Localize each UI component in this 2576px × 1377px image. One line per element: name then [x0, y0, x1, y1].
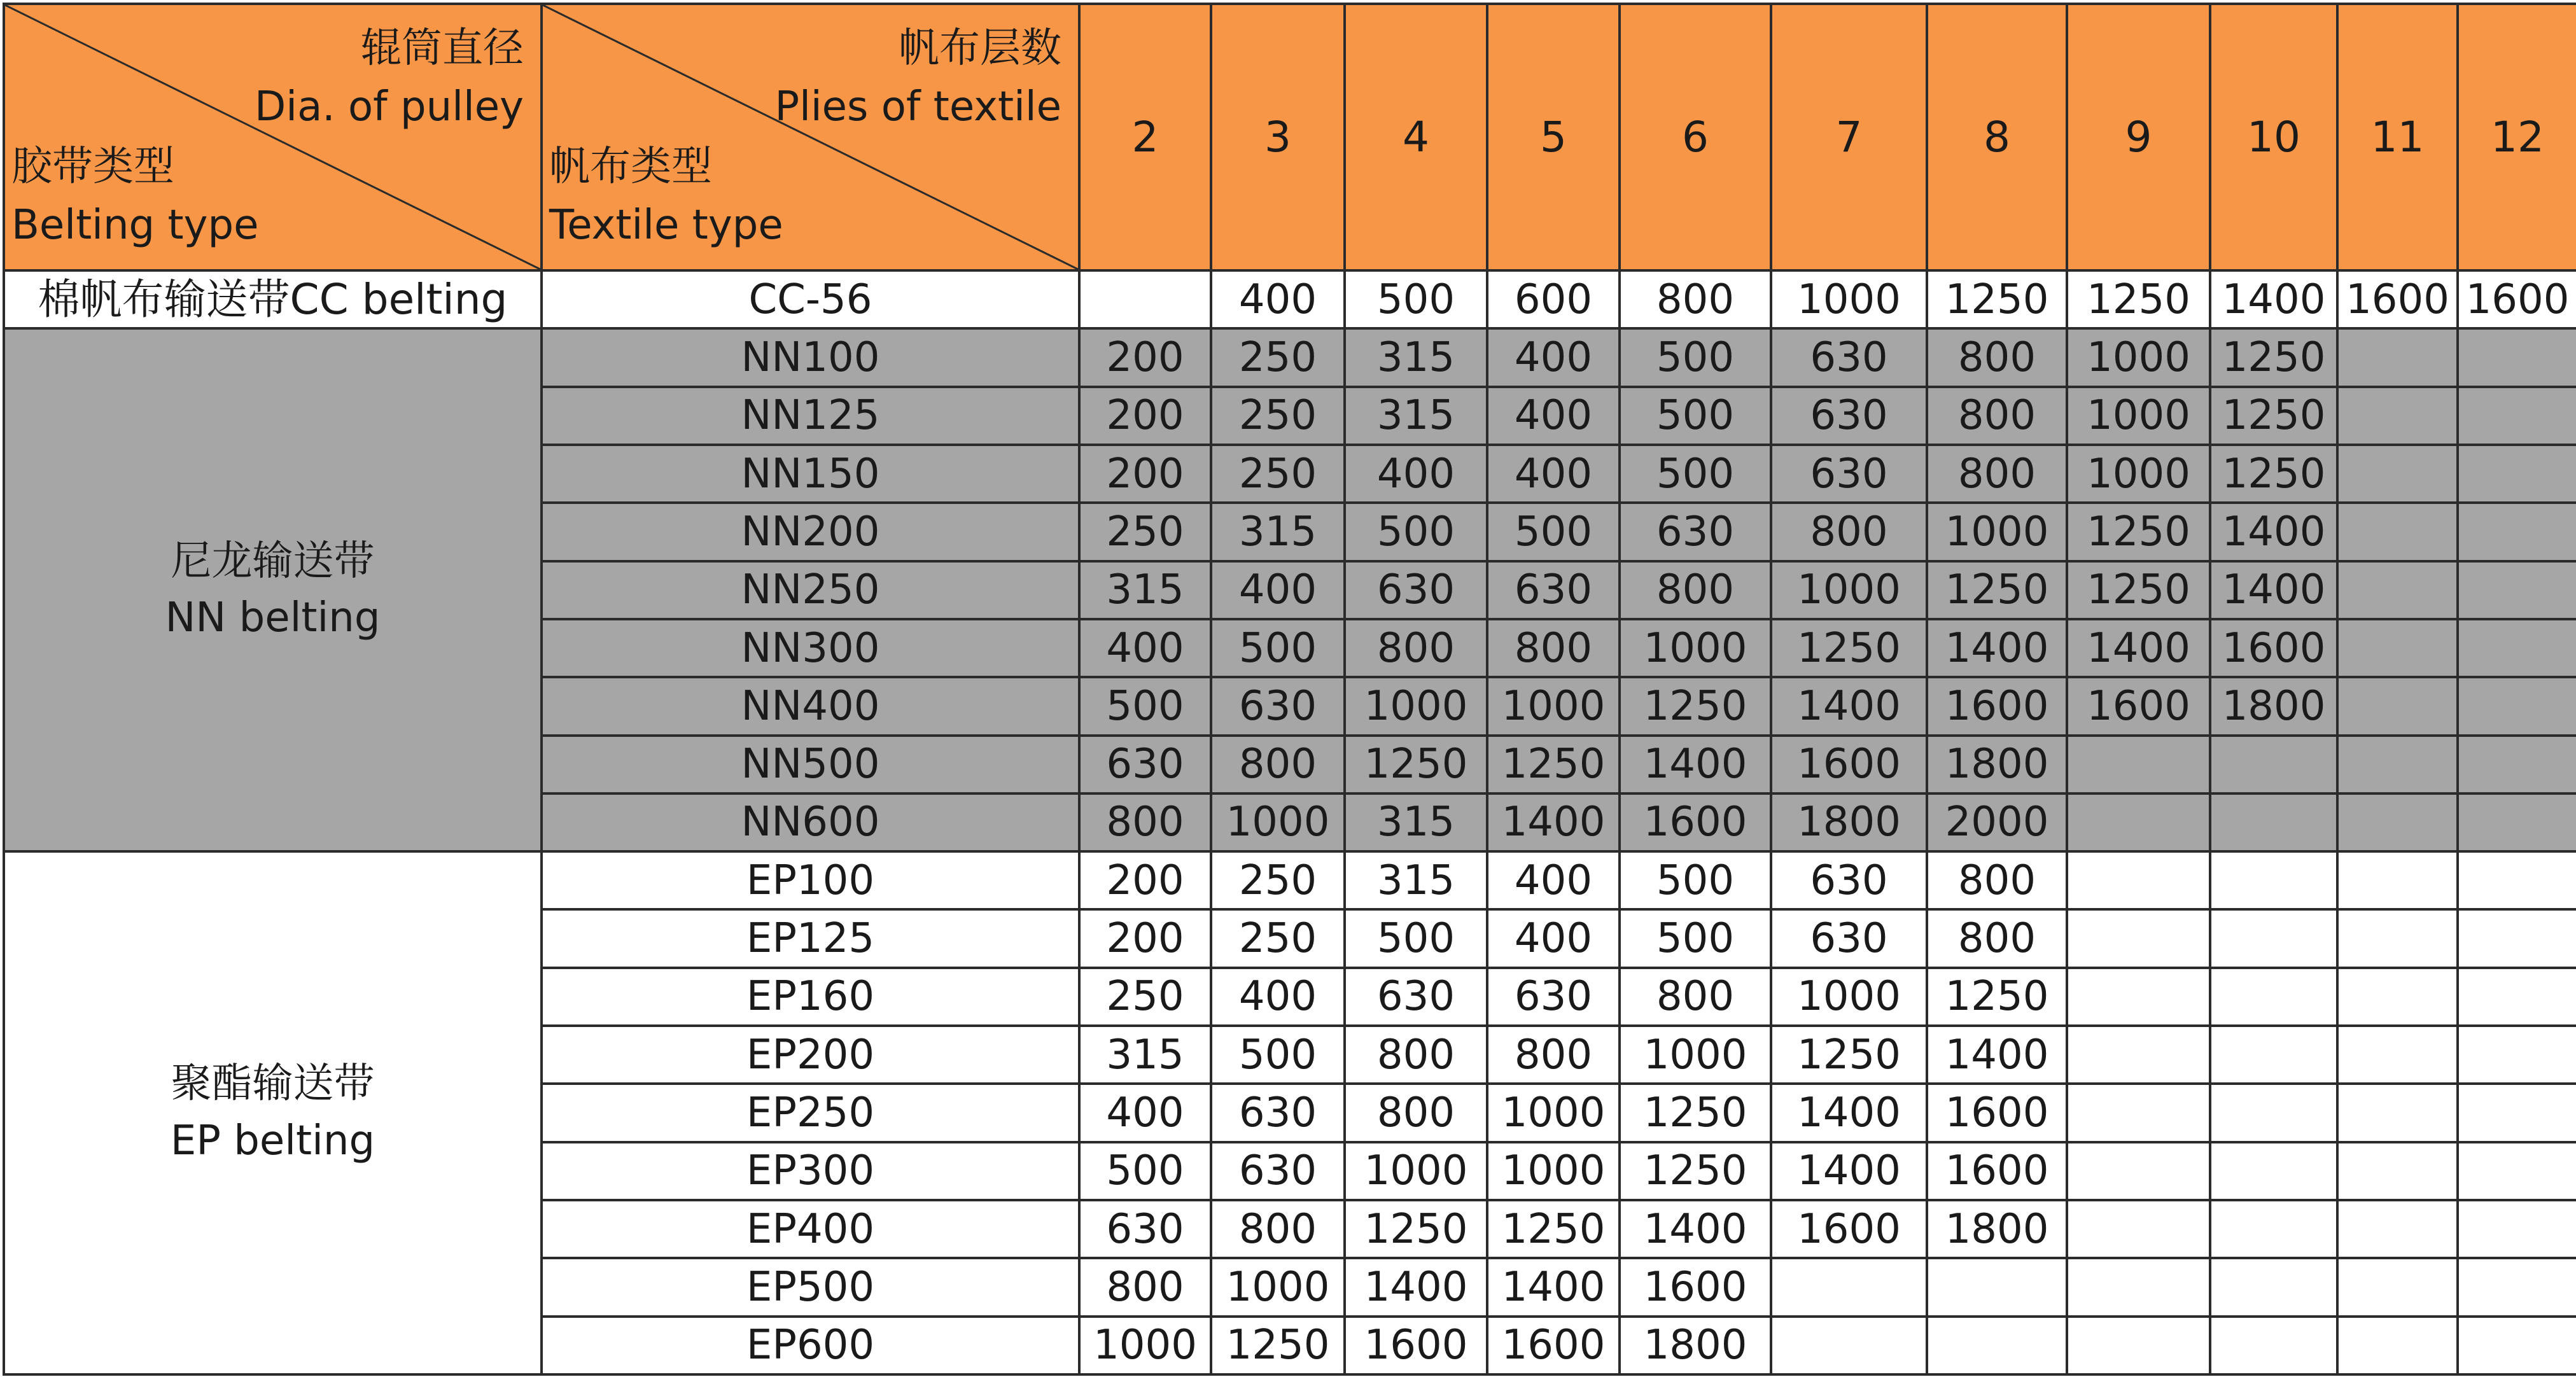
belting-type-label-en: Belting type: [11, 202, 259, 249]
diameter-cell: 315: [1079, 561, 1211, 619]
diameter-cell: 800: [1771, 503, 1927, 561]
diameter-cell: 1250: [1771, 619, 1927, 677]
diameter-cell: [2210, 736, 2337, 793]
textile-type-cell: NN100: [542, 328, 1079, 386]
diameter-cell: [2210, 793, 2337, 851]
diameter-cell: [2458, 1142, 2576, 1200]
diameter-cell: 315: [1079, 1026, 1211, 1084]
diameter-cell: 400: [1211, 561, 1345, 619]
diameter-cell: 630: [1771, 851, 1927, 909]
diameter-cell: 1600: [1620, 1258, 1771, 1316]
plies-label-en: Plies of textile: [774, 83, 1061, 130]
plies-label-cn: 帆布层数: [899, 25, 1061, 72]
diameter-cell: 250: [1079, 503, 1211, 561]
diameter-cell: [2458, 619, 2576, 677]
diameter-cell: 1400: [1771, 677, 1927, 735]
diameter-cell: [2337, 503, 2458, 561]
diameter-cell: 500: [1620, 909, 1771, 967]
diameter-cell: [2458, 328, 2576, 386]
diameter-cell: 500: [1620, 445, 1771, 503]
diameter-cell: 800: [1211, 1200, 1345, 1258]
textile-type-cell: EP100: [542, 851, 1079, 909]
diameter-cell: [2337, 909, 2458, 967]
diameter-cell: [2337, 445, 2458, 503]
diameter-cell: 800: [1927, 909, 2067, 967]
diameter-cell: 200: [1079, 387, 1211, 445]
diameter-cell: 800: [1927, 445, 2067, 503]
diameter-cell: 1000: [1771, 968, 1927, 1026]
diameter-cell: 1250: [2210, 445, 2337, 503]
diameter-cell: 1250: [1487, 1200, 1620, 1258]
diameter-cell: 1000: [1927, 503, 2067, 561]
diameter-cell: 1000: [1211, 793, 1345, 851]
diameter-cell: 1000: [2067, 387, 2210, 445]
diameter-cell: 315: [1345, 793, 1487, 851]
diameter-cell: 800: [1620, 561, 1771, 619]
diameter-cell: 1400: [1771, 1084, 1927, 1142]
diameter-cell: [2458, 1084, 2576, 1142]
diameter-cell: 800: [1487, 1026, 1620, 1084]
diameter-cell: 630: [1079, 1200, 1211, 1258]
diameter-cell: 1250: [2067, 561, 2210, 619]
diameter-cell: 1000: [1211, 1258, 1345, 1316]
diameter-cell: 1250: [1927, 270, 2067, 328]
diameter-cell: 315: [1345, 851, 1487, 909]
diameter-cell: 1400: [1927, 1026, 2067, 1084]
textile-type-cell: EP125: [542, 909, 1079, 967]
diameter-cell: 1000: [1487, 1084, 1620, 1142]
diameter-cell: 1600: [1345, 1317, 1487, 1374]
diameter-cell: 500: [1211, 1026, 1345, 1084]
diameter-cell: [2337, 968, 2458, 1026]
textile-type-cell: NN150: [542, 445, 1079, 503]
table-row: [4, 270, 2576, 328]
diameter-cell: 1600: [1927, 677, 2067, 735]
diameter-cell: [2337, 736, 2458, 793]
textile-type-cell: NN250: [542, 561, 1079, 619]
diameter-cell: 800: [1620, 968, 1771, 1026]
textile-type-cell: EP400: [542, 1200, 1079, 1258]
group-label-cn: 尼龙输送带: [171, 537, 375, 585]
pulley-diameter-table: [3, 3, 2576, 1376]
diameter-cell: 1000: [1620, 1026, 1771, 1084]
diameter-cell: [2337, 561, 2458, 619]
diameter-cell: 630: [1079, 736, 1211, 793]
diameter-cell: 1000: [1771, 270, 1927, 328]
diameter-cell: 1000: [1079, 1317, 1211, 1374]
diameter-cell: 800: [1345, 1026, 1487, 1084]
diameter-cell: 800: [1620, 270, 1771, 328]
diameter-cell: 800: [1079, 1258, 1211, 1316]
diameter-cell: 1400: [2067, 619, 2210, 677]
diameter-cell: 1000: [1345, 1142, 1487, 1200]
diameter-cell: [2458, 736, 2576, 793]
diameter-cell: 1400: [1927, 619, 2067, 677]
diameter-cell: 250: [1079, 968, 1211, 1026]
diameter-cell: [2067, 909, 2210, 967]
diameter-cell: 600: [1487, 270, 1620, 328]
diameter-cell: [2458, 793, 2576, 851]
textile-type-label-en: Textile type: [549, 202, 783, 249]
diameter-cell: [2210, 1084, 2337, 1142]
belting-type-label-cn: 胶带类型: [11, 143, 174, 190]
textile-type-cell: NN400: [542, 677, 1079, 735]
diameter-cell: 500: [1487, 503, 1620, 561]
diameter-cell: 400: [1487, 445, 1620, 503]
diameter-cell: 500: [1211, 619, 1345, 677]
diameter-cell: 1250: [1211, 1317, 1345, 1374]
diameter-cell: 630: [1771, 445, 1927, 503]
diameter-cell: 1600: [1487, 1317, 1620, 1374]
diameter-cell: 400: [1079, 619, 1211, 677]
diameter-cell: 1000: [1345, 677, 1487, 735]
diameter-cell: 800: [1345, 619, 1487, 677]
diameter-cell: 1400: [1620, 1200, 1771, 1258]
diameter-cell: 250: [1211, 909, 1345, 967]
diameter-cell: [2210, 909, 2337, 967]
plies-header-cell: 12: [2458, 4, 2576, 270]
plies-header-cell: 3: [1211, 4, 1345, 270]
diameter-cell: 1400: [2210, 503, 2337, 561]
plies-header-cell: 5: [1487, 4, 1620, 270]
diameter-cell: 630: [1211, 1084, 1345, 1142]
diameter-cell: [2210, 1317, 2337, 1374]
textile-type-cell: EP300: [542, 1142, 1079, 1200]
corner-header-textile: [542, 4, 1079, 270]
plies-header-cell: 10: [2210, 4, 2337, 270]
diameter-cell: 800: [1927, 851, 2067, 909]
diameter-cell: 1250: [1927, 561, 2067, 619]
diameter-cell: [2210, 851, 2337, 909]
diameter-cell: 1600: [1771, 1200, 1927, 1258]
diameter-cell: [2458, 387, 2576, 445]
diameter-cell: [2458, 1317, 2576, 1374]
diameter-cell: 800: [1211, 736, 1345, 793]
diameter-cell: 400: [1487, 328, 1620, 386]
diameter-cell: [2458, 851, 2576, 909]
diameter-cell: [2067, 851, 2210, 909]
diameter-cell: [2458, 909, 2576, 967]
pulley-diameter-label-cn: 辊筒直径: [361, 25, 524, 72]
diameter-cell: [2337, 1258, 2458, 1316]
diameter-cell: 630: [1345, 561, 1487, 619]
diameter-cell: 1600: [1927, 1084, 2067, 1142]
diameter-cell: 800: [1927, 387, 2067, 445]
diameter-cell: 1400: [2210, 270, 2337, 328]
diameter-cell: 200: [1079, 445, 1211, 503]
plies-header-cell: 2: [1079, 4, 1211, 270]
textile-type-cell: EP500: [542, 1258, 1079, 1316]
diameter-cell: 1600: [1927, 1142, 2067, 1200]
plies-header-cell: 4: [1345, 4, 1487, 270]
diameter-cell: 400: [1211, 968, 1345, 1026]
diameter-cell: 400: [1211, 270, 1345, 328]
diameter-cell: 1600: [1771, 736, 1927, 793]
diameter-cell: 1000: [1771, 561, 1927, 619]
belting-group-nn: [4, 328, 542, 851]
diameter-cell: 1800: [1620, 1317, 1771, 1374]
diameter-cell: 1250: [1927, 968, 2067, 1026]
diameter-cell: [2337, 387, 2458, 445]
diameter-cell: [2337, 328, 2458, 386]
group-label-cn: 聚酯输送带: [171, 1060, 375, 1108]
diameter-cell: 630: [1487, 561, 1620, 619]
diameter-cell: 1400: [1487, 793, 1620, 851]
plies-header-cell: 9: [2067, 4, 2210, 270]
diameter-cell: 1800: [2210, 677, 2337, 735]
diameter-cell: 1250: [1771, 1026, 1927, 1084]
diameter-cell: 1250: [1345, 1200, 1487, 1258]
textile-type-cell: NN300: [542, 619, 1079, 677]
textile-type-cell: NN500: [542, 736, 1079, 793]
diameter-cell: 500: [1345, 909, 1487, 967]
diameter-cell: 1400: [1345, 1258, 1487, 1316]
diameter-cell: 1000: [1487, 1142, 1620, 1200]
diameter-cell: 315: [1345, 328, 1487, 386]
diameter-cell: [2458, 1258, 2576, 1316]
diameter-cell: 250: [1211, 445, 1345, 503]
diameter-cell: 250: [1211, 328, 1345, 386]
diameter-cell: 1600: [2458, 270, 2576, 328]
diameter-cell: 200: [1079, 328, 1211, 386]
diameter-cell: 500: [1079, 1142, 1211, 1200]
diameter-cell: 1250: [2210, 328, 2337, 386]
diameter-cell: 2000: [1927, 793, 2067, 851]
diameter-cell: 500: [1345, 270, 1487, 328]
group-label-en: EP belting: [170, 1117, 375, 1165]
header-row: [4, 4, 2576, 270]
textile-type-cell: EP600: [542, 1317, 1079, 1374]
diameter-cell: 250: [1211, 851, 1345, 909]
diameter-cell: [2458, 503, 2576, 561]
diameter-cell: 1600: [2067, 677, 2210, 735]
plies-header-cell: 8: [1927, 4, 2067, 270]
diameter-cell: [2067, 1084, 2210, 1142]
diameter-cell: [2067, 968, 2210, 1026]
plies-header-cell: 7: [1771, 4, 1927, 270]
diameter-cell: 500: [1079, 677, 1211, 735]
diameter-cell: [1771, 1258, 1927, 1316]
diameter-cell: [1771, 1317, 1927, 1374]
diameter-cell: [2337, 1026, 2458, 1084]
diameter-cell: 500: [1345, 503, 1487, 561]
diameter-cell: 1000: [1487, 677, 1620, 735]
diameter-cell: 1000: [2067, 328, 2210, 386]
plies-header-cell: 6: [1620, 4, 1771, 270]
diameter-cell: 1250: [1487, 736, 1620, 793]
diameter-cell: 400: [1079, 1084, 1211, 1142]
diameter-cell: [2210, 1258, 2337, 1316]
diameter-cell: 1250: [2067, 503, 2210, 561]
textile-type-cell: CC-56: [542, 270, 1079, 328]
textile-type-cell: NN125: [542, 387, 1079, 445]
diameter-cell: [2210, 1142, 2337, 1200]
diameter-cell: 1600: [2337, 270, 2458, 328]
diameter-cell: [2337, 1142, 2458, 1200]
table-row: [4, 328, 2576, 386]
diameter-cell: [2067, 793, 2210, 851]
diameter-cell: [2458, 968, 2576, 1026]
diameter-cell: [2067, 1200, 2210, 1258]
diameter-cell: 800: [1927, 328, 2067, 386]
diameter-cell: 400: [1345, 445, 1487, 503]
diameter-cell: 1400: [1620, 736, 1771, 793]
diameter-cell: 500: [1620, 387, 1771, 445]
diameter-cell: 500: [1620, 328, 1771, 386]
diameter-cell: 630: [1771, 909, 1927, 967]
diameter-cell: [2337, 1200, 2458, 1258]
textile-type-cell: EP160: [542, 968, 1079, 1026]
diameter-cell: [2067, 1317, 2210, 1374]
diameter-cell: 1250: [2210, 387, 2337, 445]
diameter-cell: 630: [1211, 1142, 1345, 1200]
diameter-cell: 315: [1211, 503, 1345, 561]
diameter-cell: [2067, 1142, 2210, 1200]
diameter-cell: [2458, 1026, 2576, 1084]
diameter-cell: 200: [1079, 851, 1211, 909]
diameter-cell: [2067, 736, 2210, 793]
diameter-cell: 1800: [1771, 793, 1927, 851]
belting-group-ep: [4, 851, 542, 1374]
diameter-cell: 1600: [1620, 793, 1771, 851]
diameter-cell: 630: [1211, 677, 1345, 735]
corner-header-belting: [4, 4, 542, 270]
diameter-cell: 1400: [1771, 1142, 1927, 1200]
diameter-cell: 1800: [1927, 1200, 2067, 1258]
diameter-cell: [2337, 619, 2458, 677]
diameter-cell: [2337, 1084, 2458, 1142]
diameter-cell: 250: [1211, 387, 1345, 445]
pulley-diameter-label-en: Dia. of pulley: [255, 83, 524, 130]
table-body: [4, 4, 2576, 1374]
diameter-cell: 1000: [1620, 619, 1771, 677]
diameter-cell: [2067, 1026, 2210, 1084]
textile-type-cell: EP200: [542, 1026, 1079, 1084]
diameter-cell: 315: [1345, 387, 1487, 445]
diameter-cell: 800: [1487, 619, 1620, 677]
diameter-cell: 1400: [2210, 561, 2337, 619]
diameter-cell: 400: [1487, 387, 1620, 445]
diameter-cell: [1927, 1258, 2067, 1316]
diameter-cell: 1000: [2067, 445, 2210, 503]
diameter-cell: [2458, 677, 2576, 735]
diameter-cell: [1927, 1317, 2067, 1374]
diameter-cell: 1250: [1620, 677, 1771, 735]
plies-header-cell: 11: [2337, 4, 2458, 270]
diameter-cell: [2210, 1026, 2337, 1084]
diameter-cell: 1250: [1345, 736, 1487, 793]
diameter-cell: [2067, 1258, 2210, 1316]
diameter-cell: 1250: [2067, 270, 2210, 328]
diameter-cell: 630: [1771, 387, 1927, 445]
diameter-cell: 200: [1079, 909, 1211, 967]
diameter-cell: 1800: [1927, 736, 2067, 793]
diameter-cell: 800: [1345, 1084, 1487, 1142]
diameter-cell: [1079, 270, 1211, 328]
group-label-en: NN belting: [165, 594, 381, 642]
diameter-cell: 800: [1079, 793, 1211, 851]
diameter-cell: 500: [1620, 851, 1771, 909]
diameter-cell: [2210, 1200, 2337, 1258]
diameter-cell: [2337, 1317, 2458, 1374]
diameter-cell: [2337, 851, 2458, 909]
diameter-cell: 630: [1771, 328, 1927, 386]
diameter-cell: [2458, 1200, 2576, 1258]
diameter-cell: [2458, 445, 2576, 503]
textile-type-cell: EP250: [542, 1084, 1079, 1142]
diameter-cell: 400: [1487, 851, 1620, 909]
diameter-cell: [2337, 793, 2458, 851]
diameter-cell: 1400: [1487, 1258, 1620, 1316]
diameter-cell: [2458, 561, 2576, 619]
diameter-cell: 400: [1487, 909, 1620, 967]
diameter-cell: 1250: [1620, 1142, 1771, 1200]
belting-group-cc: 棉帆布输送带CC belting: [4, 270, 542, 328]
table-row: [4, 851, 2576, 909]
diameter-cell: 630: [1620, 503, 1771, 561]
diameter-cell: [2337, 677, 2458, 735]
diameter-cell: 630: [1487, 968, 1620, 1026]
textile-type-cell: NN600: [542, 793, 1079, 851]
diameter-cell: 630: [1345, 968, 1487, 1026]
textile-type-cell: NN200: [542, 503, 1079, 561]
diameter-cell: 1250: [1620, 1084, 1771, 1142]
textile-type-label-cn: 帆布类型: [549, 143, 712, 190]
diameter-cell: 1600: [2210, 619, 2337, 677]
diameter-cell: [2210, 968, 2337, 1026]
